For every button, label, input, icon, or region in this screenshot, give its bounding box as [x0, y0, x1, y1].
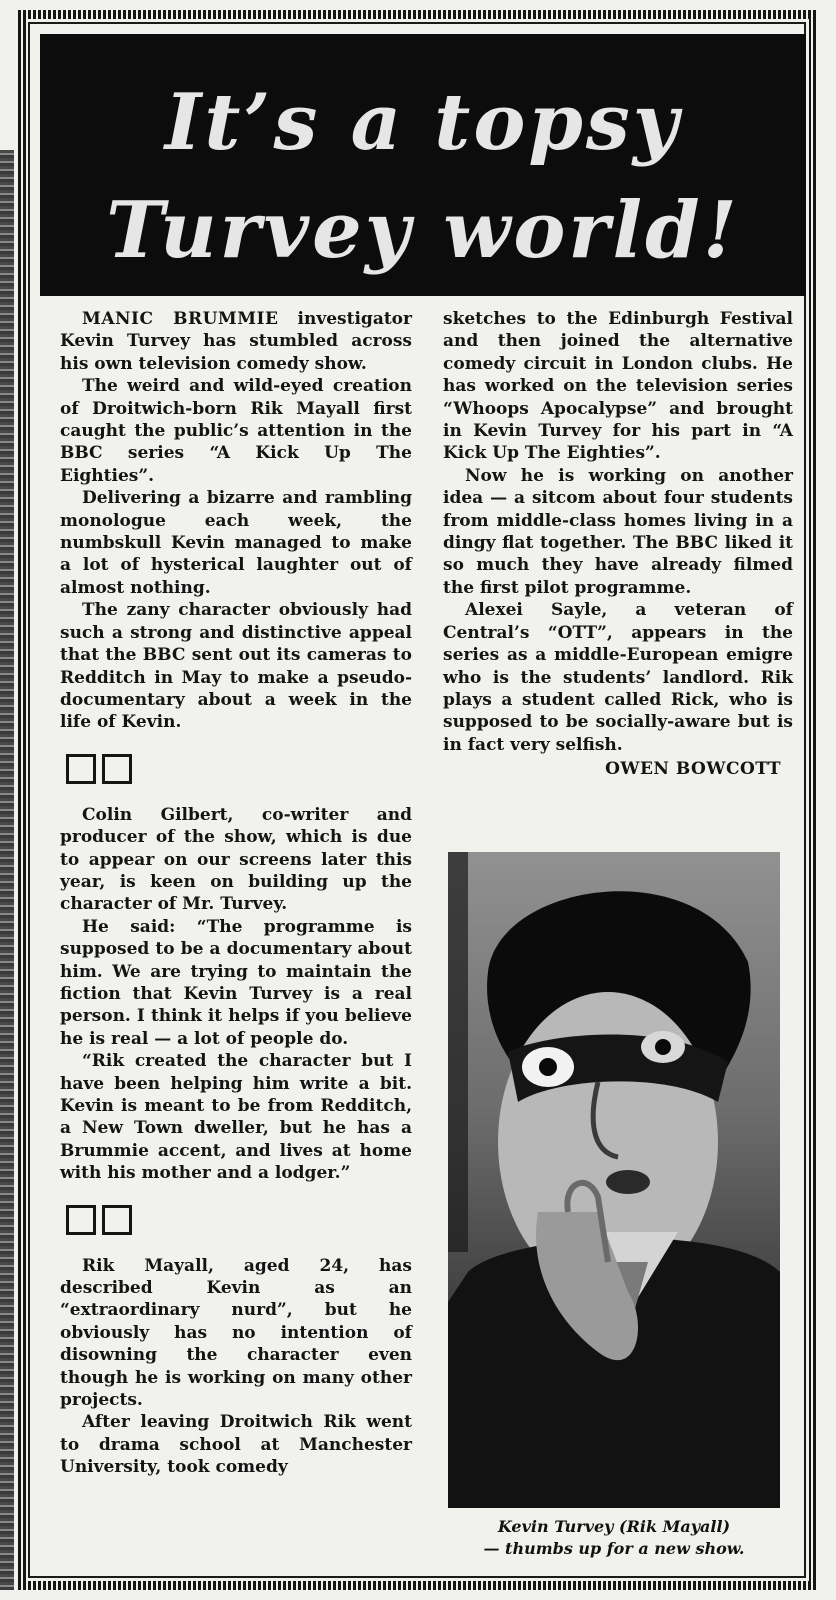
- headline-line-2: Turvey world!: [106, 185, 740, 276]
- photo-kevin-turvey: [448, 852, 780, 1508]
- photo-caption: [448, 1516, 780, 1560]
- article-paragraph: He said: “The programme is supposed to be a documentary about him. We are trying to maintain the fiction that Kevin Turvey is a real person. I think it helps if you believe he is real — a lot of people do.: [60, 916, 412, 1049]
- article-paragraph: Colin Gilbert, co-writer and producer of the show, which is due to appear on our screens later this year, is keen on building up the character of Mr. Turvey.: [60, 804, 412, 915]
- caption-line-2: — thumbs up for a new show.: [483, 1539, 745, 1558]
- adjacent-page-edge: [0, 150, 14, 1590]
- article-paragraph: Alexei Sayle, a veteran of Central’s “OTT”, appears in the series as a middle-European emigre who is the students’ landlord. Rik plays a student called Rick, who is supposed to be socially-aware but is in fact very selfish.: [443, 600, 793, 755]
- square-ornament: [66, 754, 96, 784]
- headline-banner: [40, 34, 806, 296]
- article-paragraph: Now he is working on another idea — a sitcom about four students from middle-class homes living in a dingy flat together. The BBC liked it so much they have already filmed the first pilot programme.: [443, 465, 793, 598]
- article-paragraph: The weird and wild-eyed creation of Droitwich-born Rik Mayall first caught the public’s attention in the BBC series “A Kick Up The Eighties”.: [60, 376, 412, 486]
- photo-illustration: [448, 852, 780, 1508]
- square-ornament: [102, 1205, 132, 1235]
- square-ornament: [66, 1205, 96, 1235]
- lead-caps: MANIC BRUMMIE: [82, 309, 279, 329]
- article-paragraph: “Rik created the character but I have been helping him write a bit. Kevin is meant to be from Redditch, a New Town dweller, but he has a Brummie accent, and lives at home with his mother and a lodger.”: [60, 1051, 412, 1184]
- headline-line-1: It’s a topsy: [164, 77, 682, 168]
- caption-line-1: Kevin Turvey (Rik Mayall): [497, 1517, 731, 1536]
- article-paragraph: [60, 308, 412, 375]
- byline: OWEN BOWCOTT: [605, 759, 781, 780]
- article-paragraph: The zany character obviously had such a strong and distinctive appeal that the BBC sent out its cameras to Redditch in May to make a pseudo-documentary about a week in the life of Kevin.: [60, 600, 412, 733]
- article-column-right: [443, 308, 793, 781]
- section-break-squares: [66, 1205, 412, 1235]
- article-paragraph: After leaving Droitwich Rik went to drama school at Manchester University, took comedy: [60, 1412, 412, 1478]
- square-ornament: [102, 754, 132, 784]
- lead-text: investigator Kevin Turvey has stumbled across his own television comedy show.: [60, 309, 412, 374]
- article-paragraph: Delivering a bizarre and rambling monologue each week, the numbskull Kevin managed to make a lot of hysterical laughter out of almost nothing.: [60, 488, 412, 598]
- article-paragraph: Rik Mayall, aged 24, has described Kevin as an “extraordinary nurd”, but he obviously has no intention of disowning the character even though he is working on many other projects.: [60, 1255, 412, 1411]
- section-break-squares: [66, 754, 412, 784]
- article-paragraph: sketches to the Edinburgh Festival and then joined the alternative comedy circuit in London clubs. He has worked on the television series “Whoops Apocalypse” and brought in Kevin Turvey for his part in “A Kick Up The Eighties”.: [443, 309, 793, 464]
- article-column-left: [60, 308, 412, 1479]
